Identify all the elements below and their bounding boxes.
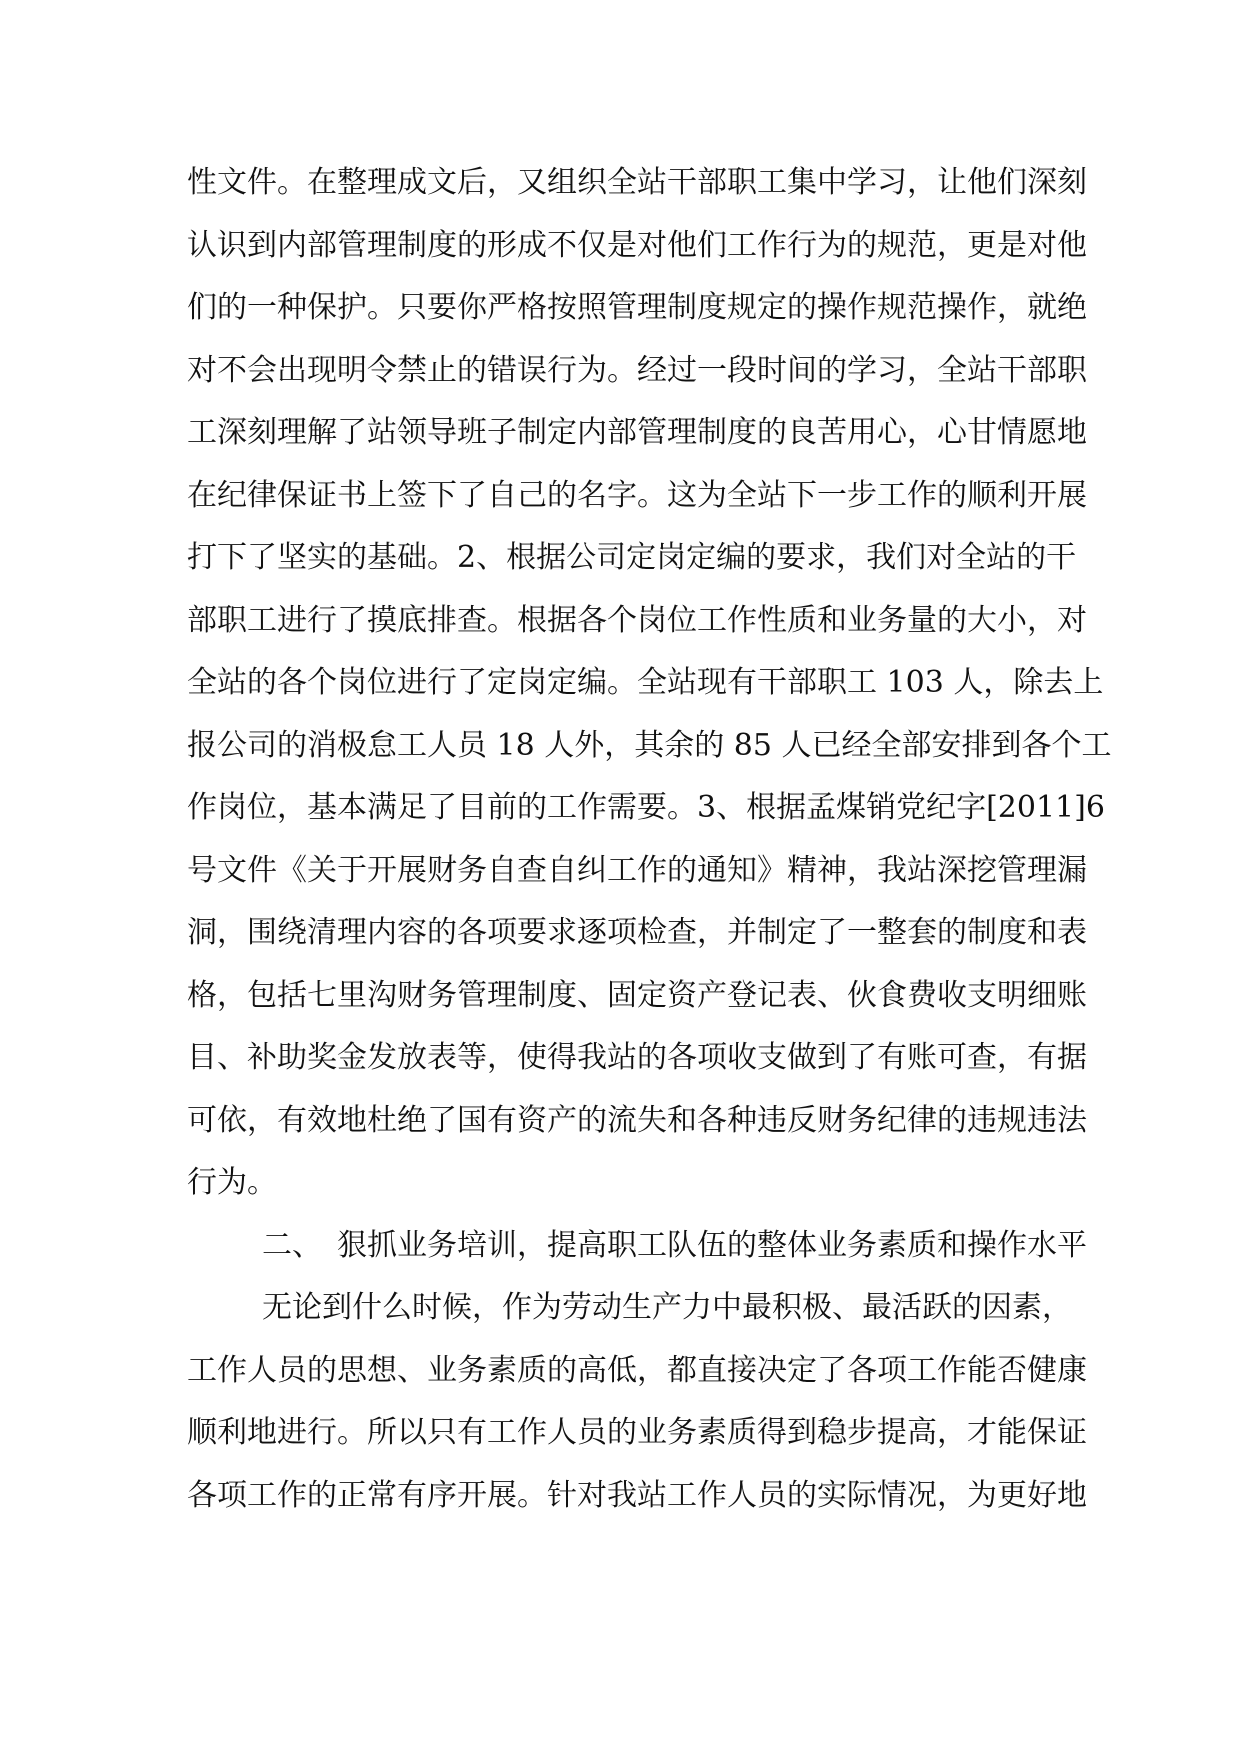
text-line: 各项工作的正常有序开展。针对我站工作人员的实际情况，为更好地	[187, 1477, 1087, 1513]
text-line: 工深刻理解了站领导班子制定内部管理制度的良苦用心，心甘情愿地	[187, 415, 1087, 450]
text-line: 格，包括七里沟财务管理制度、固定资产登记表、伙食费收支明细账	[187, 977, 1087, 1013]
text-line: 目、补助奖金发放表等，使得我站的各项收支做到了有账可查，有据	[187, 1040, 1087, 1075]
text-line: 认识到内部管理制度的形成不仅是对他们工作行为的规范，更是对他	[187, 227, 1087, 263]
text-line: 报公司的消极怠工人员 18 人外，其余的 85 人已经全部安排到各个工	[187, 727, 1112, 763]
text-line: 部职工进行了摸底排查。根据各个岗位工作性质和业务量的大小，对	[187, 602, 1087, 638]
text-line: 打下了坚实的基础。2、根据公司定岗定编的要求，我们对全站的干	[187, 540, 1077, 575]
text-line: 洞，围绕清理内容的各项要求逐项检查，并制定了一整套的制度和表	[187, 915, 1087, 950]
document-body	[187, 152, 1112, 1527]
paragraph-first-line: 无论到什么时候，作为劳动生产力中最积极、最活跃的因素，	[262, 1290, 1072, 1325]
text-line: 顺利地进行。所以只有工作人员的业务素质得到稳步提高，才能保证	[187, 1415, 1087, 1450]
text-line: 工作人员的思想、业务素质的高低，都直接决定了各项工作能否健康	[187, 1352, 1087, 1388]
text-line: 性文件。在整理成文后，又组织全站干部职工集中学习，让他们深刻	[187, 165, 1087, 200]
text-line: 们的一种保护。只要你严格按照管理制度规定的操作规范操作，就绝	[187, 290, 1087, 325]
text-line: 全站的各个岗位进行了定岗定编。全站现有干部职工 103 人，除去上	[187, 665, 1104, 700]
section-heading: 二、 狠抓业务培训，提高职工队伍的整体业务素质和操作水平	[262, 1227, 1087, 1263]
text-line: 作岗位，基本满足了目前的工作需要。3、根据孟煤销党纪字[2011]6	[187, 790, 1105, 825]
text-line: 行为。	[187, 1165, 277, 1200]
text-line: 对不会出现明令禁止的错误行为。经过一段时间的学习，全站干部职	[187, 352, 1087, 388]
text-line: 号文件《关于开展财务自查自纠工作的通知》精神，我站深挖管理漏	[187, 852, 1087, 888]
text-line: 在纪律保证书上签下了自己的名字。这为全站下一步工作的顺利开展	[187, 477, 1087, 513]
text-line: 可依，有效地杜绝了国有资产的流失和各种违反财务纪律的违规违法	[187, 1102, 1087, 1138]
